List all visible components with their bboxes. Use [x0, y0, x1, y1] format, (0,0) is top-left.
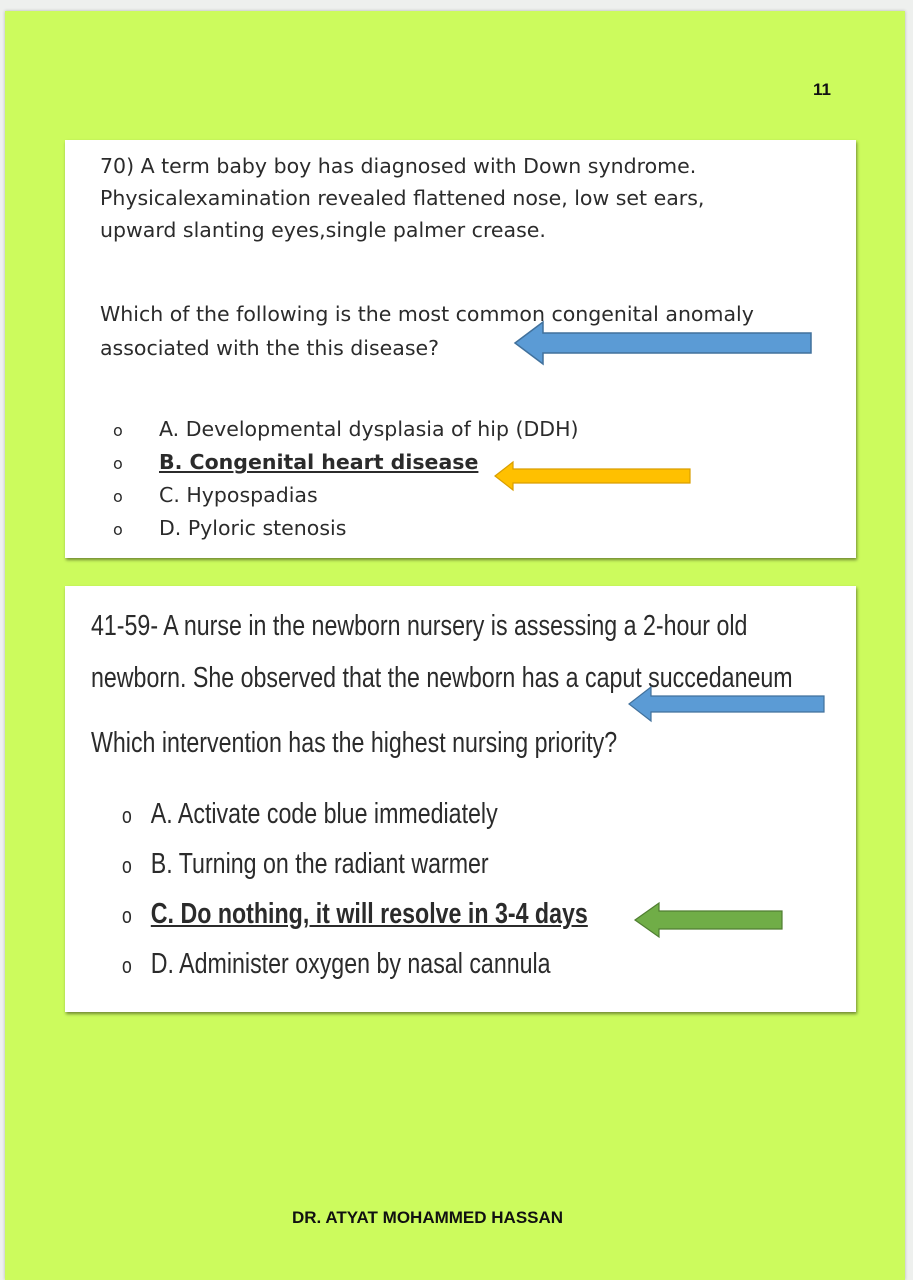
correct-option-label: C. Do nothing, it will resolve in 3-4 days — [150, 898, 588, 930]
option-label: A. Developmental dysplasia of hip (DDH) — [159, 417, 579, 441]
bullet-icon: o — [122, 903, 132, 928]
option-d — [122, 939, 588, 989]
document-page — [5, 11, 905, 1280]
blue-left-arrow-icon — [627, 685, 827, 723]
bullet-icon: o — [113, 520, 123, 539]
stem-line: 41-59- A nurse in the newborn nursery is assessing a 2-hour old — [91, 610, 748, 642]
question-card-41-59 — [65, 586, 856, 1012]
stem-line: Physicalexamination revealed flattened nose, low set ears, — [100, 186, 705, 210]
author-footer: DR. ATYAT MOHAMMED HASSAN — [292, 1208, 564, 1227]
bullet-icon: o — [113, 454, 123, 473]
bullet-icon: o — [122, 853, 132, 878]
blue-left-arrow-icon — [513, 319, 815, 367]
question-stem — [100, 150, 840, 246]
option-a — [113, 413, 579, 446]
option-label: B. Turning on the radiant warmer — [150, 848, 489, 880]
bullet-icon: o — [113, 487, 123, 506]
option-label: D. Pyloric stenosis — [159, 516, 347, 540]
option-d — [113, 512, 579, 545]
stem-line: upward slanting eyes,single palmer crease. — [100, 218, 546, 242]
option-label: A. Activate code blue immediately — [150, 798, 498, 830]
option-a — [122, 789, 588, 839]
prompt-line: associated with the this disease? — [100, 336, 440, 360]
answer-options — [122, 789, 588, 989]
green-left-arrow-icon — [633, 901, 785, 939]
prompt-line: Which of the following is the most common congenital anomaly — [100, 302, 754, 326]
question-stem — [91, 600, 793, 704]
correct-option-label: B. Congenital heart disease — [159, 450, 479, 474]
option-label: D. Administer oxygen by nasal cannula — [150, 948, 551, 980]
stem-line: newborn. She observed that the newborn has a caput succedaneum — [91, 662, 793, 694]
bullet-icon: o — [122, 953, 132, 978]
orange-left-arrow-icon — [493, 460, 693, 492]
option-label: C. Hypospadias — [159, 483, 318, 507]
question-prompt: Which intervention has the highest nursing priority? — [91, 727, 618, 759]
option-c — [122, 889, 588, 939]
bullet-icon: o — [122, 803, 132, 828]
question-card-70 — [65, 140, 856, 558]
page-number: 11 — [813, 80, 831, 99]
bullet-icon: o — [113, 421, 123, 440]
stem-line: 70) A term baby boy has diagnosed with Down syndrome. — [100, 154, 697, 178]
option-b — [122, 839, 588, 889]
